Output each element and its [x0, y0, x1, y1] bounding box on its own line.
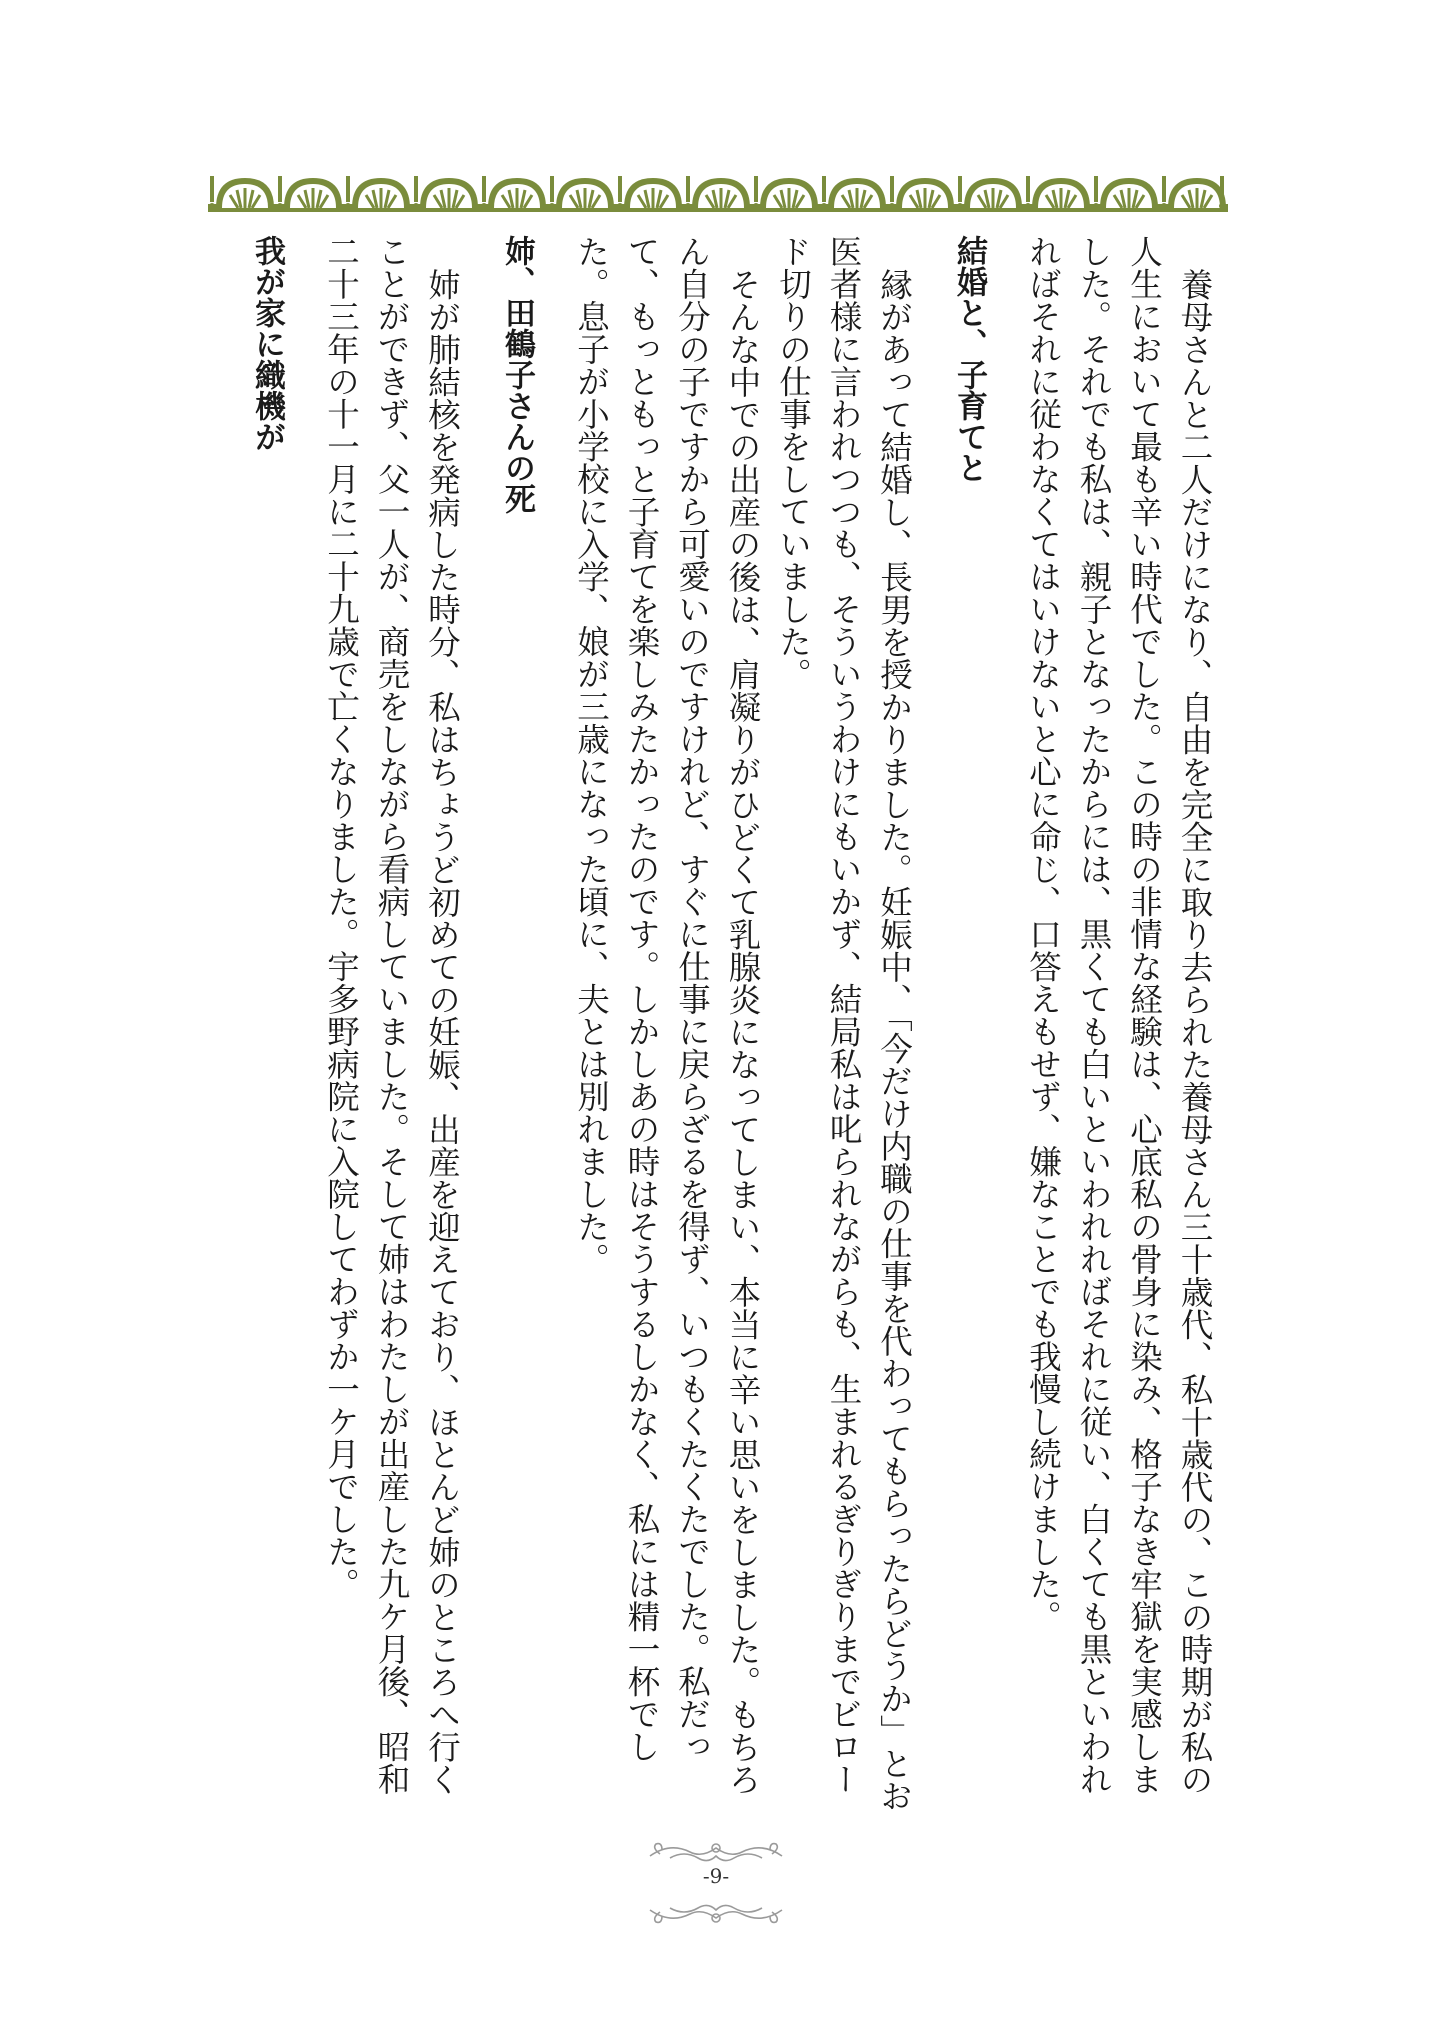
- vertical-text-body: [230, 235, 1220, 1825]
- section-heading: 姉、田鶴子さんの死: [499, 235, 535, 514]
- page-number: [640, 1864, 792, 1888]
- section-heading: 結婚と、子育てと: [951, 235, 987, 483]
- section-heading: 我が家に織機が: [249, 235, 285, 452]
- paragraph: 養母さんと二人だけになり、自由を完全に取り去られた養母さん三十歳代、私十歳代の、この時期が私の人生において最も辛い時代でした。この時の非情な経験は、心底私の骨身に染み、格子なき牢獄を実感しました。それでも私は、親子となったからには、黒くても白いといわれればそれに従い、白くても黒といわれればそれに従わなくてはいけないと心に命じ、口答えもせず、嫌なことでも我慢し続けました。: [1024, 235, 1214, 1795]
- page-number-dash-right: -: [722, 1864, 730, 1888]
- paragraph: 姉が肺結核を発病した時分、私はちょうど初めての妊娠、出産を迎えており、ほとんど姉のところへ行くことができず、父一人が、商売をしながら看病していました。そして姉はわたしが出産した九ケ月後、昭和二十三年の十一月に二十九歳で亡くなりました。宇多野病院に入院してわずか一ケ月でした。: [322, 235, 462, 1795]
- paragraph: 縁があって結婚し、長男を授かりました。妊娠中、「今だけ内職の仕事を代わってもらったらどうか」とお医者様に言われつつも、そういうわけにもいかず、結局私は叱られながらも、生まれるぎりぎりまでビロード切りの仕事をしていました。: [774, 235, 914, 1812]
- page-number-dash-left: -: [702, 1864, 710, 1888]
- header-ornament-band: [208, 170, 1228, 212]
- paragraph: そんな中での出産の後は、肩凝りがひどくて乳腺炎になってしまい、本当に辛い思いをしました。もちろん自分の子ですから可愛いのですけれど、すぐに仕事に戻らざるを得ず、いつもくたくたでした。私だって、もっともっと子育てを楽しみたかったのです。しかしあの時はそうするしかなく、私には精一杯でした。息子が小学校に入学、娘が三歳になった頃に、夫とは別れました。: [572, 235, 762, 1795]
- page-number-value: 9: [709, 1864, 723, 1888]
